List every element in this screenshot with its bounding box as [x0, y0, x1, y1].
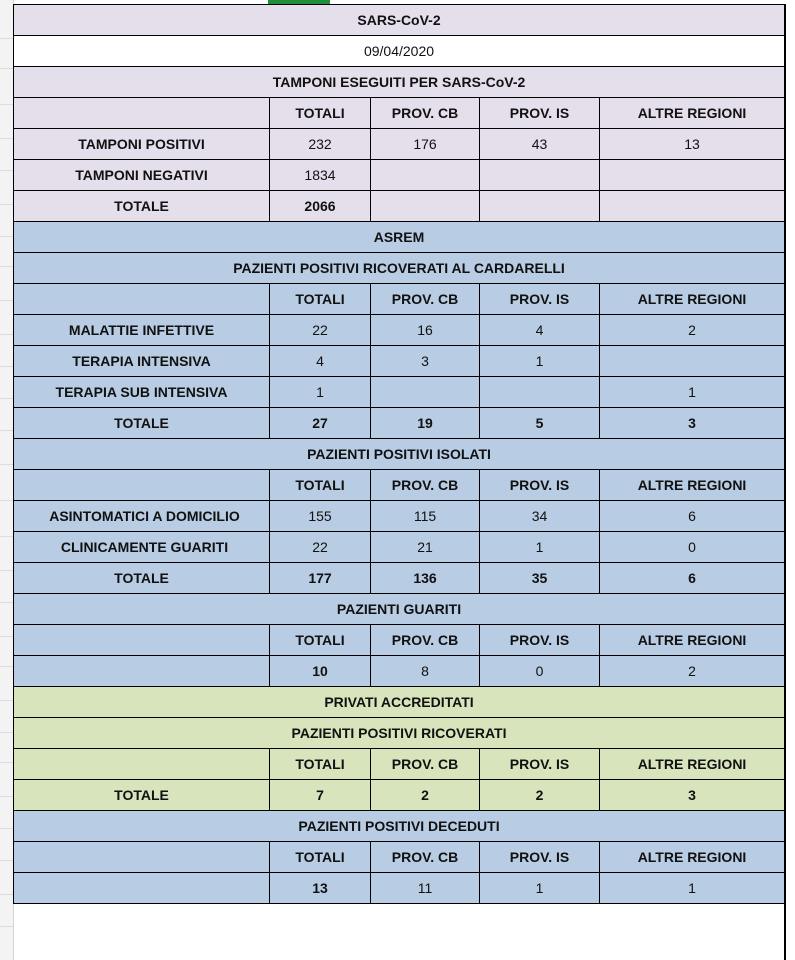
asrem-heading-row: [14, 222, 785, 253]
cell-totali: 1834: [270, 160, 371, 191]
col-prov-is: PROV. IS: [480, 842, 600, 873]
deceduti-heading: PAZIENTI POSITIVI DECEDUTI: [14, 811, 785, 842]
empty-cell: [14, 749, 270, 780]
cell-altre-regioni: [600, 346, 785, 377]
cell-totali: 22: [270, 315, 371, 346]
cell-prov-cb: [371, 191, 480, 222]
cell-prov-cb: 19: [371, 408, 480, 439]
cell-totali: 13: [270, 873, 371, 904]
row-label: TOTALE: [14, 780, 270, 811]
privati-ricoverati-heading: PAZIENTI POSITIVI RICOVERATI: [14, 718, 785, 749]
row-label: TERAPIA SUB INTENSIVA: [14, 377, 270, 408]
cell-totali: 177: [270, 563, 371, 594]
cell-altre-regioni: 13: [600, 129, 785, 160]
title-row: [14, 5, 785, 36]
privati-heading-row: [14, 687, 785, 718]
cell-altre-regioni: [600, 160, 785, 191]
date-row: [14, 36, 785, 67]
cell-prov-is: 1: [480, 873, 600, 904]
col-totali: TOTALI: [270, 625, 371, 656]
col-prov-cb: PROV. CB: [371, 470, 480, 501]
row-label: [14, 873, 270, 904]
guariti-heading-row: [14, 594, 785, 625]
table-row: [14, 377, 785, 408]
tamponi-column-header: [14, 98, 785, 129]
isolati-heading-row: [14, 439, 785, 470]
table-row: [14, 315, 785, 346]
empty-cell: [14, 842, 270, 873]
cell-altre-regioni: 0: [600, 532, 785, 563]
isolati-heading: PAZIENTI POSITIVI ISOLATI: [14, 439, 785, 470]
table-row: [14, 873, 785, 904]
cell-altre-regioni: 6: [600, 563, 785, 594]
cell-prov-cb: 2: [371, 780, 480, 811]
privati-column-header: [14, 749, 785, 780]
row-label: TOTALE: [14, 408, 270, 439]
cell-totali: 232: [270, 129, 371, 160]
table-row: [14, 408, 785, 439]
guariti-heading: PAZIENTI GUARITI: [14, 594, 785, 625]
col-altre-regioni: ALTRE REGIONI: [600, 625, 785, 656]
row-label: TAMPONI POSITIVI: [14, 129, 270, 160]
cell-prov-cb: 21: [371, 532, 480, 563]
cell-prov-cb: 8: [371, 656, 480, 687]
tamponi-heading: TAMPONI ESEGUITI PER SARS-CoV-2: [14, 67, 785, 98]
col-prov-is: PROV. IS: [480, 470, 600, 501]
cell-totali: 10: [270, 656, 371, 687]
guariti-column-header: [14, 625, 785, 656]
cell-altre-regioni: 6: [600, 501, 785, 532]
cell-prov-is: 43: [480, 129, 600, 160]
cell-prov-is: [480, 160, 600, 191]
cell-prov-cb: [371, 160, 480, 191]
row-label: TAMPONI NEGATIVI: [14, 160, 270, 191]
col-totali: TOTALI: [270, 749, 371, 780]
cell-prov-is: 1: [480, 346, 600, 377]
cell-prov-cb: [371, 377, 480, 408]
cell-prov-cb: 16: [371, 315, 480, 346]
cell-prov-is: [480, 377, 600, 408]
col-prov-cb: PROV. CB: [371, 625, 480, 656]
col-totali: TOTALI: [270, 842, 371, 873]
cell-altre-regioni: 3: [600, 408, 785, 439]
table-row: [14, 563, 785, 594]
privati-ricoverati-heading-row: [14, 718, 785, 749]
table-row: [14, 656, 785, 687]
col-altre-regioni: ALTRE REGIONI: [600, 98, 785, 129]
cell-totali: 2066: [270, 191, 371, 222]
cell-totali: 155: [270, 501, 371, 532]
table-row: [14, 532, 785, 563]
cell-prov-cb: 136: [371, 563, 480, 594]
row-label: TERAPIA INTENSIVA: [14, 346, 270, 377]
col-totali: TOTALI: [270, 284, 371, 315]
cell-totali: 1: [270, 377, 371, 408]
isolati-column-header: [14, 470, 785, 501]
report-date: 09/04/2020: [14, 36, 785, 67]
cell-totali: 7: [270, 780, 371, 811]
row-label: TOTALE: [14, 191, 270, 222]
deceduti-column-header: [14, 842, 785, 873]
row-label: MALATTIE INFETTIVE: [14, 315, 270, 346]
table-row: [14, 191, 785, 222]
empty-cell: [14, 284, 270, 315]
table-row: [14, 129, 785, 160]
row-label: TOTALE: [14, 563, 270, 594]
col-prov-cb: PROV. CB: [371, 98, 480, 129]
table-row: [14, 160, 785, 191]
cell-prov-cb: 176: [371, 129, 480, 160]
cell-prov-is: 2: [480, 780, 600, 811]
asrem-heading: ASREM: [14, 222, 785, 253]
cell-prov-is: 5: [480, 408, 600, 439]
report-table: [13, 4, 785, 904]
row-label: [14, 656, 270, 687]
report-sheet: [13, 4, 786, 960]
col-prov-cb: PROV. CB: [371, 842, 480, 873]
cell-prov-is: [480, 191, 600, 222]
cell-prov-cb: 3: [371, 346, 480, 377]
col-prov-is: PROV. IS: [480, 749, 600, 780]
table-row: [14, 780, 785, 811]
empty-cell: [14, 470, 270, 501]
col-prov-cb: PROV. CB: [371, 284, 480, 315]
table-row: [14, 501, 785, 532]
col-altre-regioni: ALTRE REGIONI: [600, 749, 785, 780]
cell-altre-regioni: 3: [600, 780, 785, 811]
col-altre-regioni: ALTRE REGIONI: [600, 842, 785, 873]
cell-totali: 22: [270, 532, 371, 563]
cell-altre-regioni: 1: [600, 377, 785, 408]
cell-prov-cb: 11: [371, 873, 480, 904]
cell-prov-is: 4: [480, 315, 600, 346]
cell-altre-regioni: 1: [600, 873, 785, 904]
col-altre-regioni: ALTRE REGIONI: [600, 284, 785, 315]
cell-prov-is: 0: [480, 656, 600, 687]
ricoverati-column-header: [14, 284, 785, 315]
tamponi-heading-row: [14, 67, 785, 98]
cell-totali: 4: [270, 346, 371, 377]
col-altre-regioni: ALTRE REGIONI: [600, 470, 785, 501]
col-prov-is: PROV. IS: [480, 98, 600, 129]
table-row: [14, 346, 785, 377]
row-gutter: [0, 0, 14, 960]
report-title: SARS-CoV-2: [14, 5, 785, 36]
ricoverati-heading-row: [14, 253, 785, 284]
privati-heading: PRIVATI ACCREDITATI: [14, 687, 785, 718]
col-totali: TOTALI: [270, 470, 371, 501]
cell-prov-cb: 115: [371, 501, 480, 532]
empty-cell: [14, 98, 270, 129]
cell-prov-is: 35: [480, 563, 600, 594]
row-label: CLINICAMENTE GUARITI: [14, 532, 270, 563]
cell-totali: 27: [270, 408, 371, 439]
cell-altre-regioni: 2: [600, 315, 785, 346]
col-prov-is: PROV. IS: [480, 625, 600, 656]
row-label: ASINTOMATICI A DOMICILIO: [14, 501, 270, 532]
col-prov-cb: PROV. CB: [371, 749, 480, 780]
cell-altre-regioni: 2: [600, 656, 785, 687]
deceduti-heading-row: [14, 811, 785, 842]
cell-prov-is: 1: [480, 532, 600, 563]
cell-altre-regioni: [600, 191, 785, 222]
cell-prov-is: 34: [480, 501, 600, 532]
col-totali: TOTALI: [270, 98, 371, 129]
ricoverati-heading: PAZIENTI POSITIVI RICOVERATI AL CARDARELLI: [14, 253, 785, 284]
empty-cell: [14, 625, 270, 656]
col-prov-is: PROV. IS: [480, 284, 600, 315]
